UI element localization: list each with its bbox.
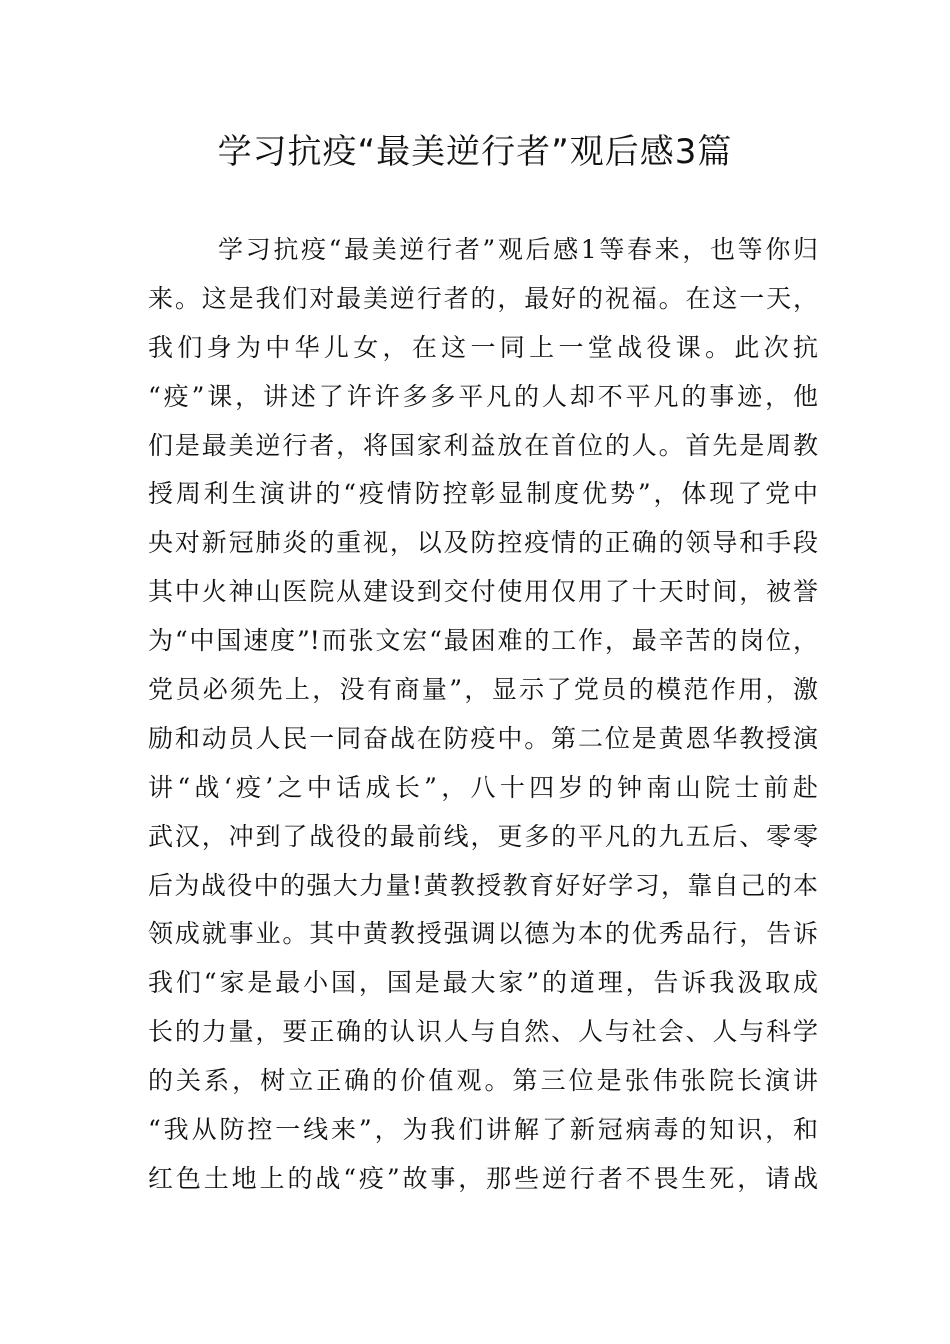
paragraph-line: 为“中国速度”!而张文宏“最困难的工作，最辛苦的岗位， [148, 626, 818, 656]
paragraph-line: 领成就事业。其中黄教授强调以德为本的优秀品行，告诉 [148, 919, 818, 949]
paragraph-line: 来。这是我们对最美逆行者的，最好的祝福。在这一天， [148, 283, 818, 313]
document-body [148, 226, 818, 1204]
paragraph-line: 学习抗疫“最美逆行者”观后感1等春来，也等你归 [218, 235, 818, 264]
paragraph-line: “疫”课，讲述了许许多多平凡的人却不平凡的事迹，他 [148, 381, 818, 411]
paragraph-line: 励和动员人民一同奋战在防疫中。第二位是黄恩华教授演 [148, 723, 818, 753]
paragraph-line: “我从防控一线来”，为我们讲解了新冠病毒的知识，和 [148, 1115, 818, 1145]
paragraph-line: 红色土地上的战“疫”故事，那些逆行者不畏生死，请战 [148, 1163, 818, 1193]
paragraph-line: 央对新冠肺炎的重视，以及防控疫情的正确的领导和手段 [148, 528, 818, 558]
paragraph-line: 长的力量，要正确的认识人与自然、人与社会、人与科学 [148, 1017, 818, 1047]
paragraph-line: 党员必须先上，没有商量”，显示了党员的模范作用，激 [148, 675, 818, 705]
paragraph-line: 讲“战‘疫’之中话成长”，八十四岁的钟南山院士前赴 [148, 772, 818, 802]
paragraph-line: 们是最美逆行者，将国家利益放在首位的人。首先是周教 [148, 430, 818, 460]
paragraph-line: 我们身为中华儿女，在这一同上一堂战役课。此次抗 [148, 332, 818, 362]
paragraph-line: 后为战役中的强大力量!黄教授教育好好学习，靠自己的本 [148, 870, 818, 900]
paragraph-line: 其中火神山医院从建设到交付使用仅用了十天时间，被誉 [148, 577, 818, 607]
document-title: 学习抗疫“最美逆行者”观后感3篇 [217, 132, 733, 172]
paragraph-line: 的关系，树立正确的价值观。第三位是张伟张院长演讲 [148, 1066, 818, 1096]
paragraph-line: 我们“家是最小国，国是最大家”的道理，告诉我汲取成 [148, 968, 818, 998]
paragraph-line: 授周利生演讲的“疫情防控彰显制度优势”，体现了党中 [148, 479, 818, 509]
paragraph-line: 武汉，冲到了战役的最前线，更多的平凡的九五后、零零 [148, 821, 818, 851]
